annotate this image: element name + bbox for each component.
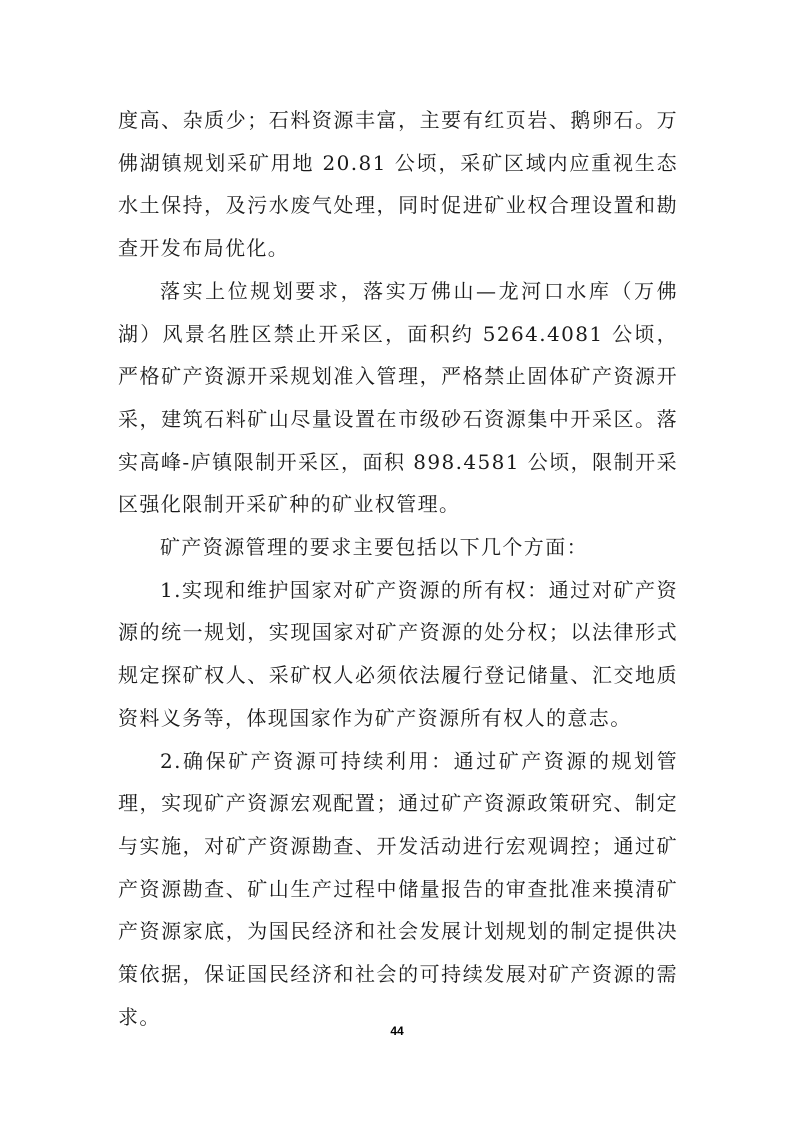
page-number: 44 (390, 1024, 404, 1038)
paragraph-sustainable-use: 2.确保矿产资源可持续利用：通过矿产资源的规划管理，实现矿产资源宏观配置；通过矿产资源政策研究、制定与实施，对矿产资源勘查、开发活动进行宏观调控；通过矿产资源勘查、矿山生产过程中储量报告的审查批准来摸清矿产资源家底，为国民经济和社会发展计划规划的制定提供决策依据，保证国民经济和社会的可持续发展对矿产资源的需求。 (118, 748, 678, 1029)
paragraph-mining-land: 度高、杂质少；石料资源丰富，主要有红页岩、鹅卵石。万佛湖镇规划采矿用地 20.81 公顷，采矿区域内应重视生态水土保持，及污水废气处理，同时促进矿业权合理设置和勘查开发布局优化。 (118, 108, 678, 261)
document-body (118, 99, 678, 1038)
paragraph-planning-requirements: 落实上位规划要求，落实万佛山—龙河口水库（万佛湖）风景名胜区禁止开采区，面积约 5264.4081 公顷，严格矿产资源开采规划准入管理，严格禁止固体矿产资源开采，建筑石料矿山尽量设置在市级砂石资源集中开采区。落实高峰-庐镇限制开采区，面积 898.4581 公顷，限制开采区强化限制开采矿种的矿业权管理。 (118, 278, 678, 517)
paragraph-ownership: 1.实现和维护国家对矿产资源的所有权：通过对矿产资源的统一规划，实现国家对矿产资源的处分权；以法律形式规定探矿权人、采矿权人必须依法履行登记储量、汇交地质资料义务等，体现国家作为矿产资源所有权人的意志。 (118, 577, 678, 730)
paragraph-management-intro: 矿产资源管理的要求主要包括以下几个方面： (160, 535, 588, 560)
